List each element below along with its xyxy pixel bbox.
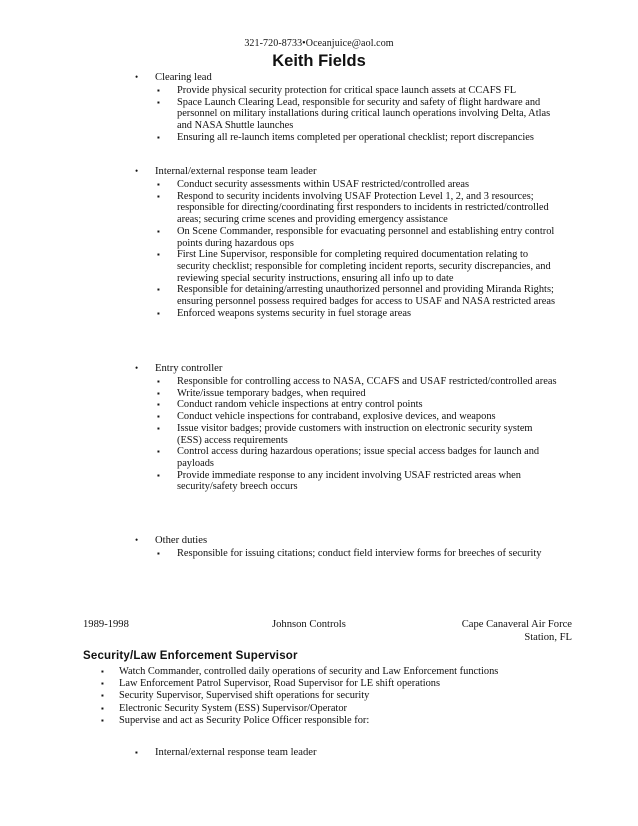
- square-bullet-icon: ▪: [157, 285, 160, 295]
- square-bullet-icon: ▪: [157, 86, 160, 95]
- bullet-icon: •: [135, 363, 139, 373]
- duty-item: ▪ Responsible for issuing citations; conduct field interview forms for breeches of security: [157, 548, 542, 559]
- job-location: Cape Canaveral Air Force Station, FL: [461, 619, 572, 643]
- sub-role-title: Internal/external response team leader: [155, 747, 317, 758]
- role-response-team-leader: [135, 165, 556, 319]
- square-bullet-icon: ▪: [157, 377, 160, 386]
- duty-item: ▪ First Line Supervisor, responsible for completing required documentation relating to security checklist; responsible for completing incident reports, security discrepancies, and reviewing special security instructions, ensuring all info up to date: [157, 249, 551, 284]
- role-title: Internal/external response team leader: [155, 166, 317, 177]
- square-bullet-icon: ▪: [157, 412, 160, 422]
- square-bullet-icon: ▪: [101, 691, 104, 701]
- job-duty-item: ▪ Watch Commander, controlled daily operations of security and Law Enforcement functions: [101, 666, 499, 677]
- job-sub-role: [135, 746, 317, 759]
- contact-info: 321-720-8733•Oceanjuice@aol.com: [244, 38, 394, 49]
- duty-item: ▪ Provide immediate response to any incident involving USAF restricted areas when security/safety breech occurs: [157, 469, 521, 493]
- job-dates: 1989-1998: [83, 619, 129, 630]
- role-duties-list: [149, 548, 569, 560]
- square-bullet-icon: ▪: [157, 470, 160, 480]
- square-bullet-icon: ▪: [157, 97, 160, 107]
- square-bullet-icon: ▪: [135, 748, 138, 757]
- square-bullet-icon: ▪: [101, 715, 104, 725]
- duty-item: ▪ Conduct security assessments within USAF restricted/controlled areas: [157, 179, 470, 190]
- square-bullet-icon: ▪: [157, 191, 160, 201]
- role-duties-list: [149, 376, 569, 493]
- square-bullet-icon: ▪: [157, 308, 160, 318]
- job-duty-item: ▪ Supervise and act as Security Police Officer responsible for:: [101, 714, 370, 726]
- role-title: Clearing lead: [155, 72, 212, 83]
- bullet-icon: •: [135, 72, 139, 82]
- bullet-icon: •: [135, 535, 139, 545]
- role-entry-controller: [135, 362, 557, 493]
- duty-item: ▪ Responsible for detaining/arresting unauthorized personnel and providing Miranda Rights; ensuring personnel possess required badges for access to USAF and NASA restricted areas: [157, 284, 556, 308]
- duty-item: ▪ Control access during hazardous operations; issue special access badges for launch and payloads: [157, 446, 540, 469]
- duty-item: ▪ On Scene Commander, responsible for evacuating personnel and establishing entry control points during hazardous ops: [157, 225, 555, 249]
- square-bullet-icon: ▪: [101, 679, 104, 689]
- duty-item: ▪ Issue visitor badges; provide customers with instruction on electronic security system (ESS) access requirements: [157, 422, 533, 446]
- job-company: Johnson Controls: [272, 619, 346, 630]
- square-bullet-icon: ▪: [157, 226, 160, 236]
- square-bullet-icon: ▪: [157, 132, 160, 142]
- role-duties-list: [149, 179, 569, 319]
- duty-item: ▪ Ensuring all re-launch items completed per operational checklist; report discrepancies: [157, 131, 534, 143]
- square-bullet-icon: ▪: [157, 447, 160, 457]
- job-duty-item: ▪ Electronic Security System (ESS) Supervisor/Operator: [101, 702, 347, 714]
- job-duties-list: [101, 666, 581, 727]
- role-title: Entry controller: [155, 363, 223, 374]
- duty-item: ▪ Conduct random vehicle inspections at entry control points: [157, 399, 423, 411]
- duty-item: ▪ Write/issue temporary badges, when required: [157, 387, 366, 399]
- job-duty-item: ▪ Law Enforcement Patrol Supervisor, Road Supervisor for LE shift operations: [101, 678, 441, 690]
- candidate-name: Keith Fields: [272, 52, 366, 70]
- duty-item: ▪ Conduct vehicle inspections for contraband, explosive devices, and weapons: [157, 411, 496, 423]
- role-other-duties: [135, 534, 542, 559]
- duty-item: ▪ Respond to security incidents involving USAF Protection Level 1, 2, and 3 resources; responsible for directing/coordinating first responders to incidents in restricted/controlled areas; securing crime scenes and providing emergency assistance: [157, 190, 549, 226]
- square-bullet-icon: ▪: [157, 180, 160, 189]
- job-title: Security/Law Enforcement Supervisor: [83, 650, 298, 662]
- square-bullet-icon: ▪: [101, 703, 104, 713]
- square-bullet-icon: ▪: [157, 400, 160, 410]
- role-duties-list: [149, 85, 569, 144]
- role-title: Other duties: [155, 535, 208, 546]
- square-bullet-icon: ▪: [157, 250, 160, 260]
- bullet-icon: •: [135, 166, 139, 176]
- square-bullet-icon: ▪: [157, 388, 160, 398]
- duty-item: ▪ Enforced weapons systems security in fuel storage areas: [157, 307, 411, 319]
- job-duty-item: ▪ Security Supervisor, Supervised shift operations for security: [101, 690, 370, 702]
- role-clearing-lead: [135, 71, 551, 143]
- duty-item: ▪ Responsible for controlling access to NASA, CCAFS and USAF restricted/controlled areas: [157, 376, 557, 387]
- duty-item: ▪ Space Launch Clearing Lead, responsible for security and safety of flight hardware and personnel on military installations during critical launch operations involving Delta, Atlas and NASA Shuttle launches: [157, 96, 551, 132]
- duty-item: ▪ Provide physical security protection for critical space launch assets at CCAFS FL: [157, 85, 517, 96]
- square-bullet-icon: ▪: [101, 667, 104, 676]
- square-bullet-icon: ▪: [157, 423, 160, 433]
- square-bullet-icon: ▪: [157, 549, 160, 558]
